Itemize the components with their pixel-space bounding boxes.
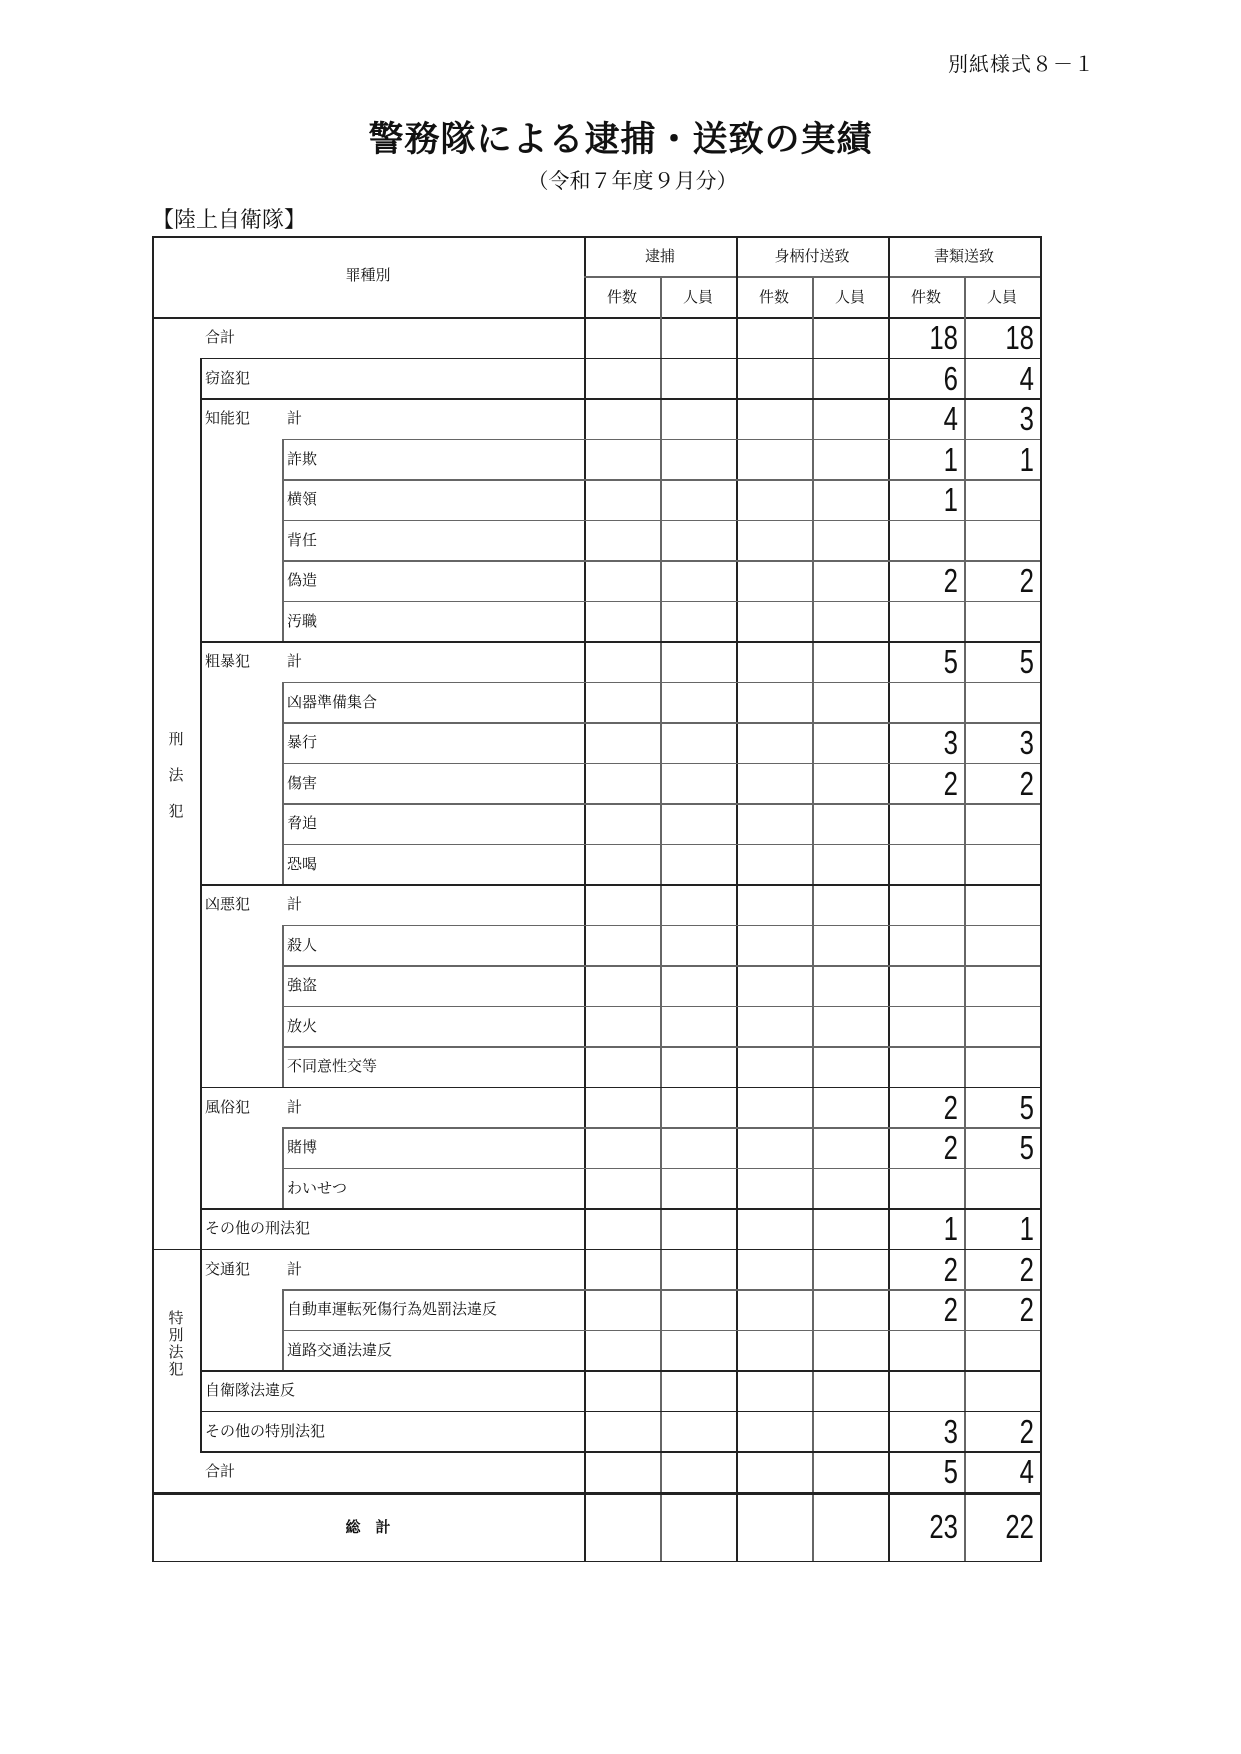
value-cell: 4 [943,400,958,437]
section-label-tokubetsu-char: 法 [168,1342,184,1361]
value-cell: 1 [1019,440,1034,478]
row-sublabel: 放火 [287,1016,318,1035]
row-divider [200,1451,1040,1453]
row-divider [282,965,1040,967]
value-cell: 18 [1005,319,1034,356]
header-subcolumn-5: 件数 [910,288,941,306]
table-border-top [152,236,1042,238]
row-divider [282,601,1040,603]
value-cell: 2 [1019,1291,1034,1328]
row-label: その他の特別法犯 [205,1421,326,1440]
row-divider [200,1087,1040,1089]
row-sublabel: 計 [287,1259,303,1278]
row-sublabel: 殺人 [287,935,318,954]
period-subtitle: （令和７年度９月分） [527,169,738,193]
header-group-3: 書類送致 [933,247,994,265]
value-cell: 1 [943,481,958,518]
row-divider [200,1370,1040,1372]
section-label-keihou-char: 法 [168,765,184,784]
header-bottom-line [152,317,1040,319]
table-border-right [1040,236,1042,1562]
grand-total-value: 23 [929,1507,958,1545]
row-sublabel: 横領 [287,490,318,508]
row-divider [200,398,1040,400]
section-label-keihou-char: 犯 [168,801,184,820]
row-divider [282,844,1040,846]
row-label: 交通犯 [205,1259,251,1278]
value-cell: 5 [943,643,958,680]
item-divider [282,682,284,885]
row-divider [282,560,1040,562]
subcolumn-divider [812,276,814,1561]
row-sublabel: 強盗 [287,976,318,994]
column-divider [584,236,586,1561]
value-cell: 4 [1019,1453,1034,1490]
row-sublabel: 不同意性交等 [287,1057,378,1075]
row-label: 窃盗犯 [205,368,251,387]
row-divider [282,1046,1040,1048]
row-divider [282,803,1040,805]
header-subcolumn-4: 人員 [834,288,865,306]
value-cell: 2 [943,1088,958,1126]
value-cell: 5 [1019,1129,1034,1166]
row-divider [200,1208,1040,1210]
value-cell: 2 [943,1250,958,1288]
row-divider [200,641,1040,643]
row-divider [282,520,1040,522]
header-category: 罪種別 [345,266,391,284]
row-label: 粗暴犯 [205,652,251,670]
value-cell: 5 [1019,1088,1034,1126]
table-border-bottom [152,1561,1042,1563]
row-sublabel: 計 [287,409,303,427]
subcategory-divider [200,358,202,1249]
row-sublabel: 脅迫 [287,814,318,832]
value-cell: 2 [1019,1250,1034,1288]
subcategory-divider [200,1249,202,1452]
row-divider [200,884,1040,886]
row-divider [282,722,1040,724]
row-label: 凶悪犯 [205,895,251,913]
row-sublabel: 汚職 [287,611,318,630]
value-cell: 5 [943,1453,958,1490]
grand-total-value: 22 [1005,1507,1034,1545]
item-divider [282,925,284,1087]
item-divider [282,1127,284,1208]
value-cell: 1 [1019,1210,1034,1247]
value-cell: 3 [943,724,958,761]
row-sublabel: 背任 [287,530,318,549]
header-subcolumn-1: 件数 [606,288,637,306]
row-divider [200,1411,1040,1413]
header-subcolumn-3: 件数 [758,288,789,306]
row-label: 合計 [205,1462,236,1480]
row-sublabel: わいせつ [287,1178,348,1197]
row-sublabel: 傷害 [287,773,318,792]
value-cell: 4 [1019,359,1034,397]
value-cell: 2 [1019,562,1034,599]
value-cell: 6 [943,359,958,397]
section-label-tokubetsu-char: 特 [168,1308,184,1327]
row-divider [282,682,1040,684]
value-cell: 2 [943,1129,958,1166]
header-subcolumn-2: 人員 [682,288,713,306]
row-label: 風俗犯 [205,1097,251,1116]
row-sublabel: 自動車運転死傷行為処罰法違反 [287,1300,498,1318]
section-label-tokubetsu-char: 別 [168,1325,184,1344]
row-sublabel: 計 [287,652,303,670]
row-divider [282,1127,1040,1129]
row-label: その他の刑法犯 [205,1219,311,1237]
row-sublabel: 凶器準備集合 [287,692,378,711]
item-divider [282,439,284,642]
row-divider [282,439,1040,441]
row-divider [282,1330,1040,1332]
row-sublabel: 恐喝 [287,854,318,873]
page-title: 警務隊による逮捕・送致の実績 [368,120,873,160]
subcolumn-divider [964,276,966,1561]
value-cell: 1 [943,440,958,478]
row-sublabel: 計 [287,1097,303,1116]
row-divider [282,763,1040,765]
value-cell: 2 [943,764,958,802]
group-divider [888,236,890,1561]
header-subcolumn-6: 人員 [986,288,1017,306]
row-divider [152,1249,1040,1251]
value-cell: 3 [943,1412,958,1450]
section-label-keihou-char: 刑 [168,729,184,748]
row-label: 自衛隊法違反 [205,1381,296,1399]
row-divider [152,1492,1040,1495]
value-cell: 3 [1019,724,1034,761]
value-cell: 2 [1019,764,1034,802]
value-cell: 2 [943,1291,958,1328]
value-cell: 2 [943,562,958,599]
row-sublabel: 暴行 [287,733,318,751]
value-cell: 3 [1019,400,1034,437]
item-divider [282,1289,284,1370]
header-group-1: 逮捕 [644,247,675,265]
subcolumn-divider [660,276,662,1561]
row-sublabel: 計 [287,895,303,913]
value-cell: 18 [929,319,958,356]
value-cell: 2 [1019,1412,1034,1450]
row-divider [282,925,1040,927]
row-sublabel: 詐欺 [287,449,318,468]
row-label: 知能犯 [205,409,251,427]
row-divider [200,358,1040,360]
value-cell: 1 [943,1210,958,1247]
row-divider [282,1006,1040,1008]
form-number: 別紙様式８－１ [948,52,1095,76]
grand-total-label: 総 計 [345,1517,391,1536]
header-group-2: 身柄付送致 [774,247,850,265]
table-border-left [152,236,154,1561]
row-sublabel: 賭博 [287,1138,318,1156]
row-divider [282,1289,1040,1291]
row-sublabel: 道路交通法違反 [287,1340,393,1359]
row-divider [282,479,1040,481]
value-cell: 5 [1019,643,1034,680]
row-sublabel: 偽造 [287,571,318,589]
row-divider [282,1168,1040,1170]
section-label-tokubetsu-char: 犯 [168,1359,184,1378]
row-label: 合計 [205,328,236,346]
unit-label: 【陸上自衛隊】 [152,208,307,233]
group-divider [736,236,738,1561]
